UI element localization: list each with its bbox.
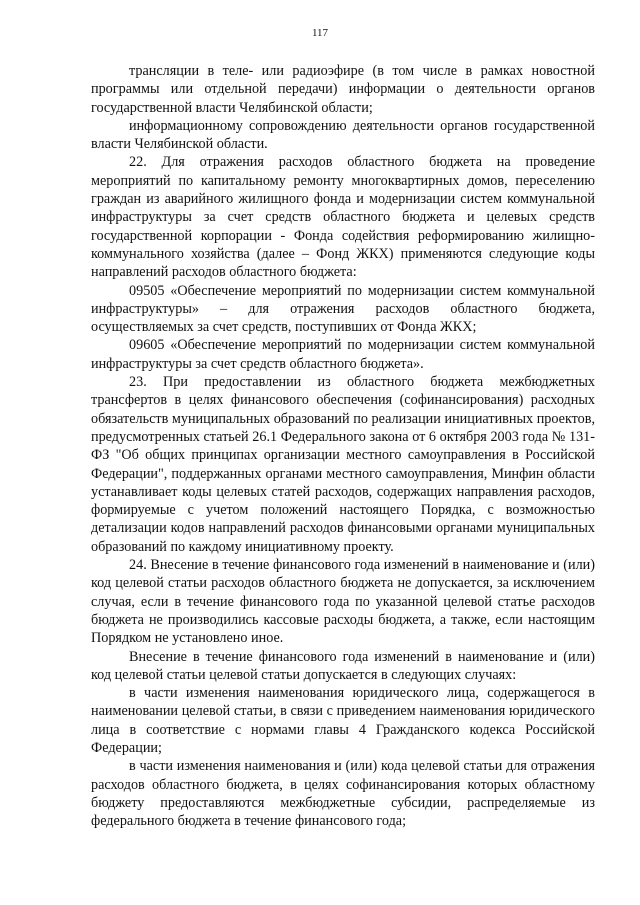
document-body: [91, 62, 595, 830]
paragraph-code-09505: 09505 «Обеспечение мероприятий по модернизации систем коммунальной инфраструктуры» – для отражения расходов областного бюджета, осуществляемых за счет средств, поступивших от Фонда ЖКХ;: [91, 282, 595, 336]
paragraph-code-09605: 09605 «Обеспечение мероприятий по модернизации систем коммунальной инфраструктуры за счет средств областного бюджета».: [91, 337, 595, 372]
paragraph-legal-entity-name: в части изменения наименования юридического лица, содержащегося в наименовании целевой статьи, в связи с приведением наименования юридического лица в соответствие с нормами главы 4 Гражданского кодекса Российской Федерации;: [91, 685, 595, 756]
paragraph-broadcast: трансляции в теле- или радиоэфире (в том числе в рамках новостной программы или отдельной передачи) информации о деятельности органов государственной власти Челябинской области;: [91, 63, 595, 116]
paragraph-clause-24: 24. Внесение в течение финансового года изменений в наименование и (или) код целевой статьи расходов областного бюджета не допускается, за исключением случая, если в течение финансового года по указанной целевой статье расходов бюджета не производились кассовые расходы бюджета, а также, если настоящим Порядком не установлено иное.: [91, 557, 595, 647]
paragraph-changes-allowed: Внесение в течение финансового года изменений в наименование и (или) код целевой статьи целевой статьи допускается в следующих случаях:: [91, 648, 595, 683]
paragraph-information-support: информационному сопровождению деятельности органов государственной власти Челябинской области.: [91, 117, 595, 153]
paragraph-clause-23: 23. При предоставлении из областного бюджета межбюджетных трансфертов в целях финансового обеспечения (софинансирования) расходных обязательств муниципальных образований по реализации инициативных проектов, предусмотренных статьей 26.1 Федерального закона от 6 октября 2003 года № 131-ФЗ "Об общих принципах организации местного самоуправления в Российской Федерации", поддержанных органами местного самоуправления, Минфин области устанавливает коды целевых статей расходов, содержащих направления расходов, формируемые с учетом положений настоящего Порядка, с возможностью детализации кодов направлений расходов финансовыми органами муниципальных образований по каждому инициативному проекту.: [91, 374, 595, 555]
page-number: 117: [311, 27, 329, 39]
paragraph-clause-22: 22. Для отражения расходов областного бюджета на проведение мероприятий по капитальному ремонту многоквартирных домов, переселению граждан из аварийного жилищного фонда и модернизации систем коммунальной инфраструктуры за счет средств областного бюджета и целевых средств государственной корпорации - Фонда содействия реформированию жилищно-коммунального хозяйства (далее – Фонд ЖКХ) применяются следующие коды направлений расходов областного бюджета:: [91, 154, 595, 281]
paragraph-federal-subsidies: в части изменения наименования и (или) кода целевой статьи для отражения расходов областного бюджета, в целях софинансирования которых областному бюджету предоставляются межбюджетные субсидии, распределяемые из федерального бюджета в течение финансового года;: [91, 758, 595, 830]
